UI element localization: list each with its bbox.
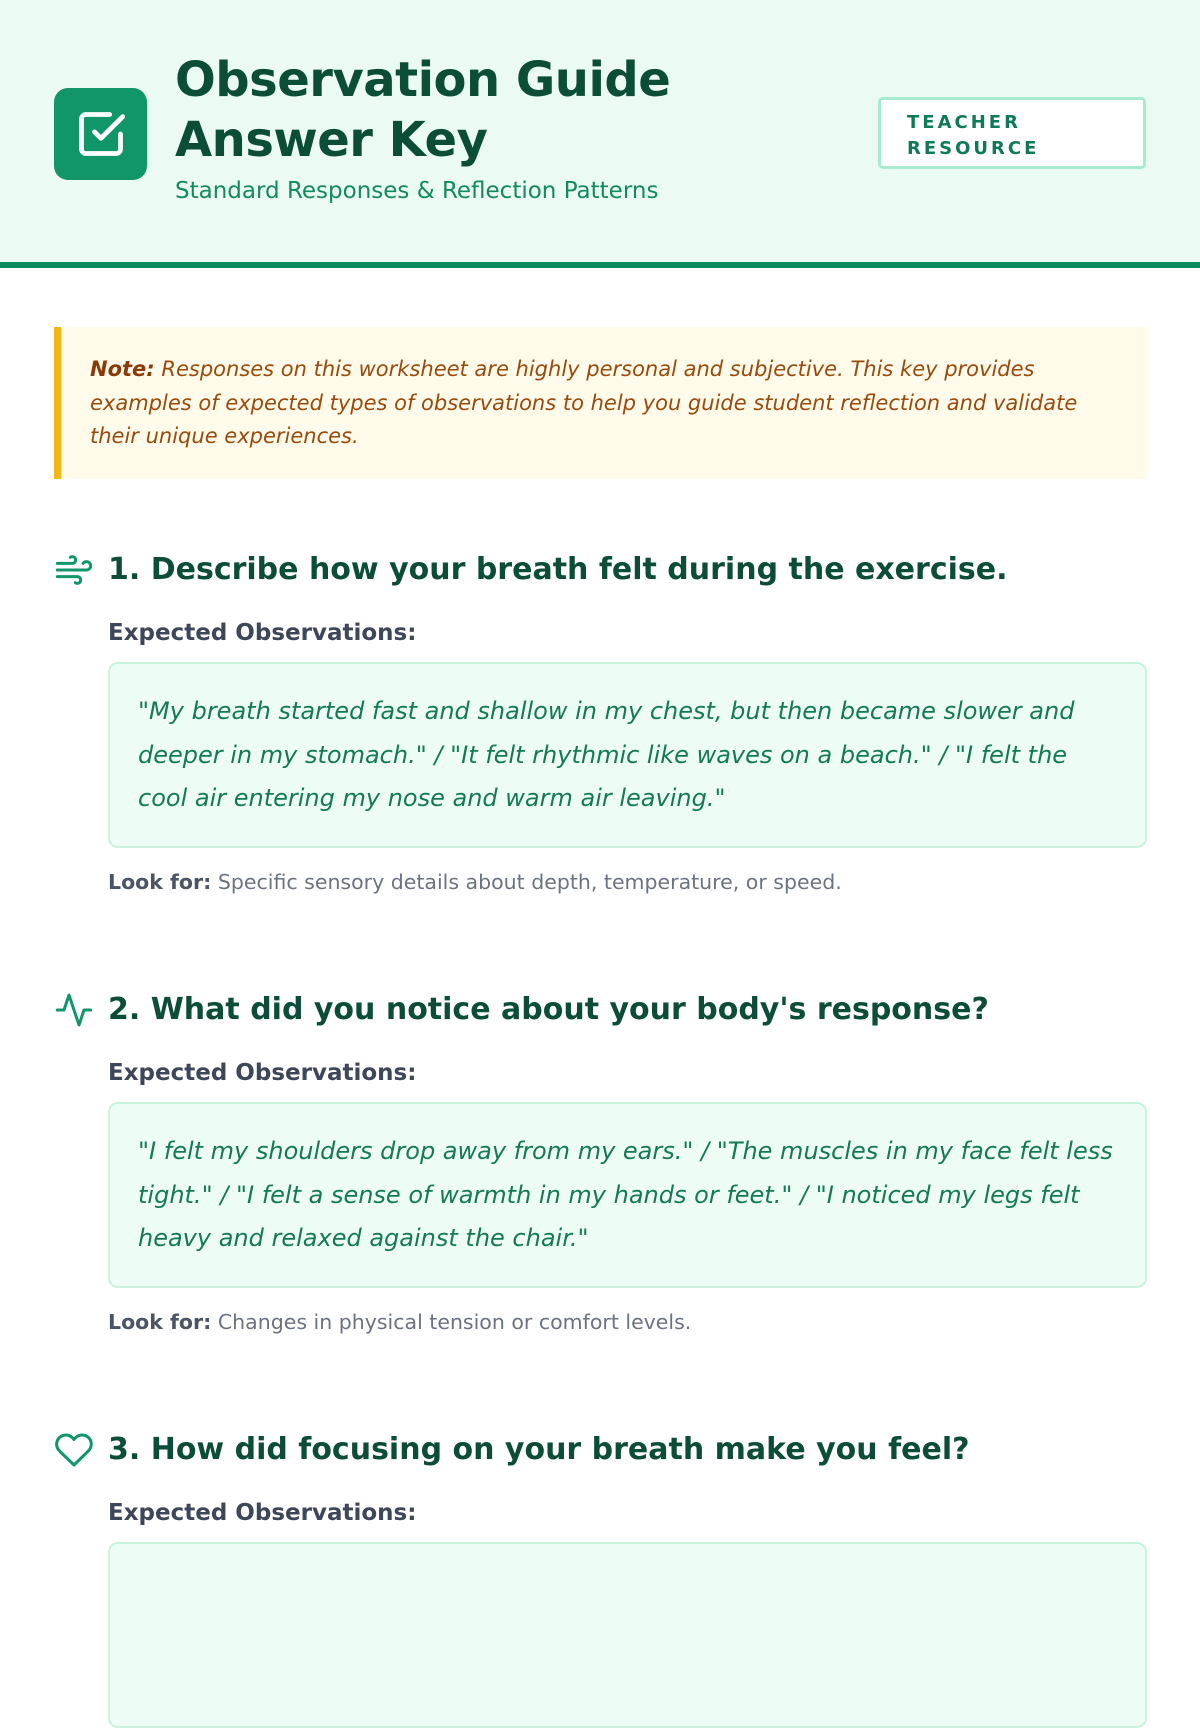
logo [54, 88, 147, 180]
note-callout [54, 327, 1147, 479]
look-for-label: Look for: [108, 870, 212, 894]
question-title: 3. How did focusing on your breath make you feel? [108, 1432, 970, 1467]
note-label: Note: [90, 357, 155, 381]
expected-answer-box: "I felt my shoulders drop away from my ears." / "The muscles in my face felt less tight." / "I felt a sense of warmth in my hands or feet." / "I noticed my legs felt heavy and relaxed against the chair." [108, 1102, 1147, 1288]
check-square-icon [75, 108, 127, 160]
expected-observations-label: Expected Observations: [108, 1060, 417, 1086]
expected-answer-box [108, 1542, 1147, 1728]
look-for-text: Changes in physical tension or comfort levels. [217, 1310, 692, 1334]
look-for-text: Specific sensory details about depth, temperature, or speed. [217, 870, 842, 894]
expected-answer-box: "My breath started fast and shallow in my chest, but then became slower and deeper in my stomach." / "It felt rhythmic like waves on a beach." / "I felt the cool air entering my nose and warm air leaving." [108, 662, 1147, 848]
look-for-hint [108, 870, 842, 894]
page-header [0, 0, 1200, 268]
page-title: Observation Guide Answer Key [175, 52, 671, 168]
question-title: 1. Describe how your breath felt during the exercise. [108, 552, 1008, 587]
expected-observations-label: Expected Observations: [108, 620, 417, 646]
activity-icon [54, 990, 94, 1030]
expected-observations-label: Expected Observations: [108, 1500, 417, 1526]
page-subtitle: Standard Responses & Reflection Patterns [175, 178, 659, 204]
look-for-hint [108, 1310, 691, 1334]
heart-icon [54, 1430, 94, 1470]
look-for-label: Look for: [108, 1310, 212, 1334]
note-text: Responses on this worksheet are highly personal and subjective. This key provides examples of expected types of observations to help you guide student reflection and validate their unique experiences. [90, 357, 1078, 448]
question-title: 2. What did you notice about your body's response? [108, 992, 989, 1027]
teacher-resource-badge: TEACHER RESOURCE [878, 97, 1146, 169]
wind-icon [54, 550, 94, 590]
